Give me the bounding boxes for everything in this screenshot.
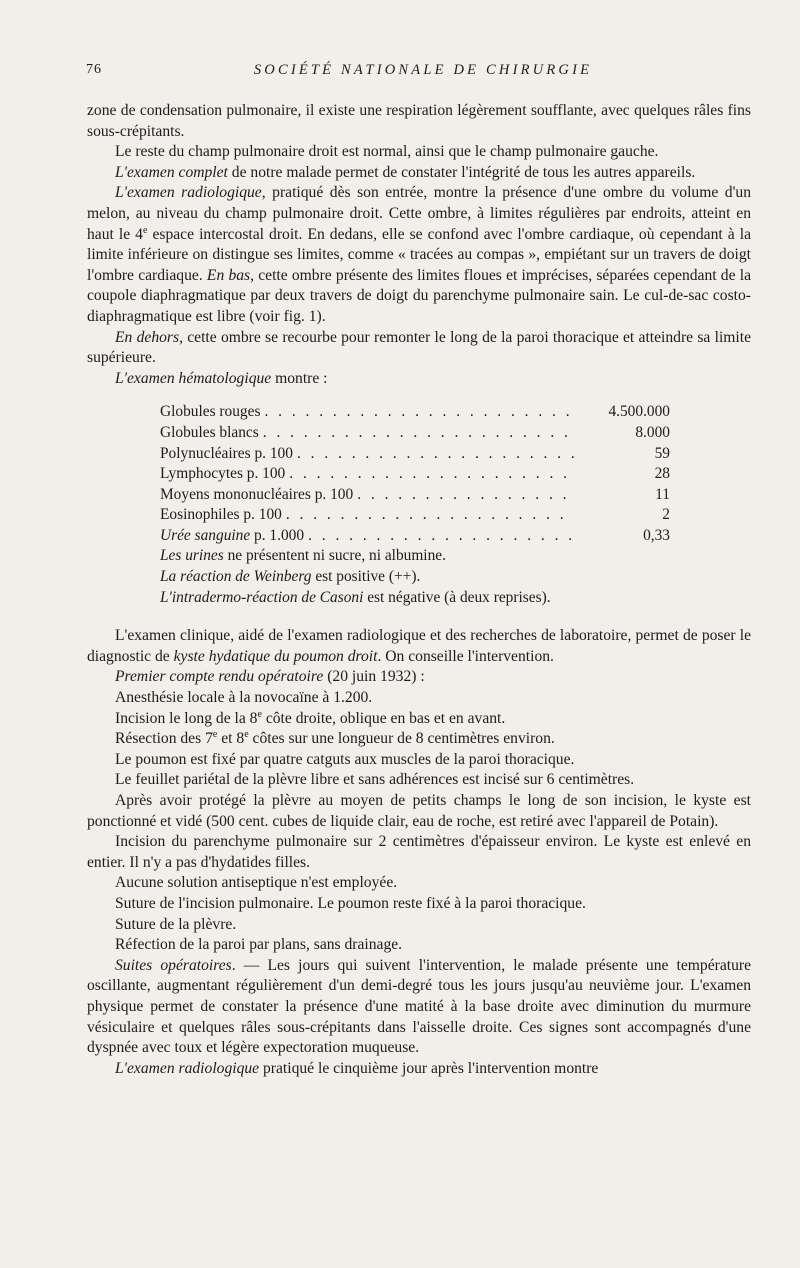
- lab-note: [160, 567, 670, 588]
- lab-value: 4.500.000: [608, 403, 670, 421]
- italic-text: Premier compte rendu opératoire: [115, 668, 324, 686]
- text-run: Après avoir protégé la plèvre au moyen de petits champs le long de son incision, le kyste est ponctionné et vidé (500 cent. cubes de liquide clair, eau de roche, est retiré avec l'appareil de Potain).: [87, 792, 751, 830]
- text-run: zone de condensation pulmonaire, il existe une respiration légèrement soufflante, avec quelques râles fins sous-crépitants.: [87, 102, 751, 140]
- italic-text: Urée sanguine: [160, 526, 251, 544]
- leader-dots: [297, 444, 574, 465]
- text-run: Le feuillet pariétal de la plèvre libre et sans adhérences est incisé sur 6 centimètres.: [115, 771, 635, 789]
- lab-label: Moyens mononucléaires p. 100: [160, 485, 354, 503]
- text-run: côte droite, oblique en bas et en avant.: [261, 709, 506, 727]
- paragraph: [87, 142, 751, 163]
- leader-dots: [264, 402, 574, 423]
- text-run: Aucune solution antiseptique n'est employée.: [115, 874, 398, 892]
- text-run: Suture de la plèvre.: [115, 915, 237, 933]
- lab-notes: [160, 546, 670, 608]
- text-run: . On conseille l'intervention.: [377, 647, 554, 665]
- italic-text: En dehors: [115, 328, 180, 346]
- paragraph: [87, 369, 751, 390]
- body-text: [87, 101, 751, 1079]
- italic-text: En bas: [206, 266, 251, 284]
- paragraph: [87, 770, 751, 791]
- text-run: Le poumon est fixé par quatre catguts aux muscles de la paroi thoracique.: [115, 750, 575, 768]
- italic-text: Les urines: [160, 547, 224, 565]
- lab-row: [160, 423, 670, 444]
- paragraph: [87, 101, 751, 142]
- italic-text: L'examen radiologique: [115, 184, 262, 202]
- paragraph: [87, 1059, 751, 1080]
- text-run: espace intercostal droit. En dedans, elle se confond avec l'ombre cardiaque, où cependant à la limite inférieure on distingue ses limites, comme « tracées au compas », empiétant sur un travers de doigt l'ombre cardiaque.: [87, 225, 751, 284]
- paragraphs-top: [87, 101, 751, 389]
- lab-label: Globules rouges: [160, 403, 261, 421]
- lab-value: 59: [654, 444, 670, 462]
- paragraph: [87, 894, 751, 915]
- text-run: côtes sur une longueur de 8 centimètres environ.: [248, 730, 555, 748]
- superscript: e: [257, 708, 262, 720]
- italic-text: L'examen hématologique: [115, 369, 272, 387]
- paragraph: [87, 915, 751, 936]
- text-run: Suture de l'incision pulmonaire. Le poumon reste fixé à la paroi thoracique.: [115, 894, 586, 912]
- italic-text: Suites opératoires: [115, 956, 232, 974]
- text-run: Incision le long de la 8: [115, 709, 258, 727]
- lab-label: Globules blancs: [160, 423, 259, 441]
- paragraph: [87, 791, 751, 832]
- text-run: est positive (++).: [311, 568, 421, 586]
- italic-text: kyste hydatique du poumon droit: [173, 647, 378, 665]
- superscript: e: [142, 224, 148, 236]
- text-run: , cette ombre présente des limites floues et imprécises, séparées cependant de la coupole diaphragmatique par deux travers de doigt du parenchyme pulmonaire sain. Le cul-de-sac costo-diaphragmatique est libre (voir fig. 1).: [87, 266, 751, 325]
- page-number: 76: [86, 62, 102, 77]
- lab-value: 2: [662, 506, 670, 524]
- text-run: Le reste du champ pulmonaire droit est normal, ainsi que le champ pulmonaire gauche.: [115, 143, 659, 161]
- lab-value: 0,33: [643, 526, 670, 544]
- leader-dots: [289, 464, 574, 485]
- paragraph: [87, 688, 751, 709]
- page-header: [86, 62, 750, 82]
- lab-value: 8.000: [635, 423, 670, 441]
- italic-text: L'examen radiologique: [115, 1059, 260, 1077]
- paragraph: [87, 832, 751, 873]
- leader-dots: [286, 505, 574, 526]
- text-run: L'examen clinique, aidé de l'examen radiologique et des recherches de laboratoire, permet de poser le diagnostic de: [87, 627, 751, 665]
- paragraph: [87, 328, 751, 369]
- italic-text: L'intradermo-réaction de Casoni: [160, 588, 364, 606]
- lab-value: 28: [654, 465, 670, 483]
- paragraphs-bottom: [87, 626, 751, 1079]
- text-run: est négative (à deux reprises).: [363, 588, 551, 606]
- lab-row: [160, 505, 670, 526]
- hematology-results: [160, 402, 670, 608]
- text-run: p. 1.000: [250, 526, 305, 544]
- superscript: e: [212, 729, 218, 741]
- paragraph: [87, 626, 751, 667]
- leader-dots: [308, 526, 574, 547]
- leader-dots: [263, 423, 574, 444]
- lab-row: [160, 526, 670, 547]
- text-run: , cette ombre se recourbe pour remonter le long de la paroi thoracique et atteindre sa limite supérieure.: [87, 328, 752, 367]
- paragraph: [87, 873, 751, 894]
- paragraph: [87, 709, 751, 730]
- running-title: SOCIÉTÉ NATIONALE DE CHIRURGIE: [253, 62, 593, 78]
- paragraph: [87, 729, 751, 750]
- text-run: et 8: [217, 730, 245, 748]
- lab-label: Polynucléaires p. 100: [160, 444, 293, 462]
- lab-table: [160, 402, 670, 546]
- paragraph: [87, 667, 751, 688]
- text-run: Incision du parenchyme pulmonaire sur 2 centimètres d'épaisseur environ. Le kyste est enlevé en entier. Il n'y a pas d'hydatides filles.: [87, 833, 751, 871]
- lab-label: Lymphocytes p. 100: [160, 465, 286, 483]
- text-run: (20 juin 1932) :: [323, 668, 425, 686]
- lab-row: [160, 444, 670, 465]
- text-run: ne présentent ni sucre, ni albumine.: [223, 547, 446, 565]
- text-run: Résection des 7: [115, 730, 213, 748]
- text-run: Anesthésie locale à la novocaïne à 1.200.: [115, 689, 373, 707]
- lab-row: [160, 464, 670, 485]
- superscript: e: [244, 729, 249, 741]
- text-run: , pratiqué dès son entrée, montre la présence d'une ombre du volume d'un melon, au niveau du champ pulmonaire droit. Cette ombre, à limites régulières par endroits, atteint en haut le 4: [87, 184, 751, 243]
- text-run: pratiqué le cinquième jour après l'intervention montre: [259, 1059, 599, 1077]
- italic-text: La réaction de Weinberg: [160, 568, 312, 586]
- paragraph: [87, 750, 751, 771]
- paragraph: [87, 163, 751, 184]
- text-run: montre :: [271, 369, 328, 387]
- paragraph: [87, 183, 751, 327]
- lab-label: [160, 526, 304, 547]
- paragraph: [87, 956, 751, 1059]
- lab-value: 11: [655, 485, 670, 503]
- lab-row: [160, 485, 670, 506]
- text-run: . — Les jours qui suivent l'intervention, le malade présente une température oscillante, augmentant régulièrement d'un demi-degré tous les jours jusqu'au neuvième jour. L'examen physique permet de constater la présence d'une matité à la base droite avec diminution du murmure vésiculaire et quelques râles sous-crépitants dans l'aisselle droite. Ces signes sont accompagnés d'une dyspnée avec toux et légère expectoration muqueuse.: [87, 956, 752, 1057]
- lab-note: [160, 546, 670, 567]
- lab-note: [160, 588, 670, 609]
- paragraph: [87, 935, 751, 956]
- lab-row: [160, 402, 670, 423]
- lab-label: Eosinophiles p. 100: [160, 506, 282, 524]
- text-run: Réfection de la paroi par plans, sans drainage.: [115, 936, 403, 954]
- leader-dots: [357, 485, 574, 506]
- italic-text: L'examen complet: [115, 163, 228, 181]
- text-run: de notre malade permet de constater l'intégrité de tous les autres appareils.: [227, 163, 696, 181]
